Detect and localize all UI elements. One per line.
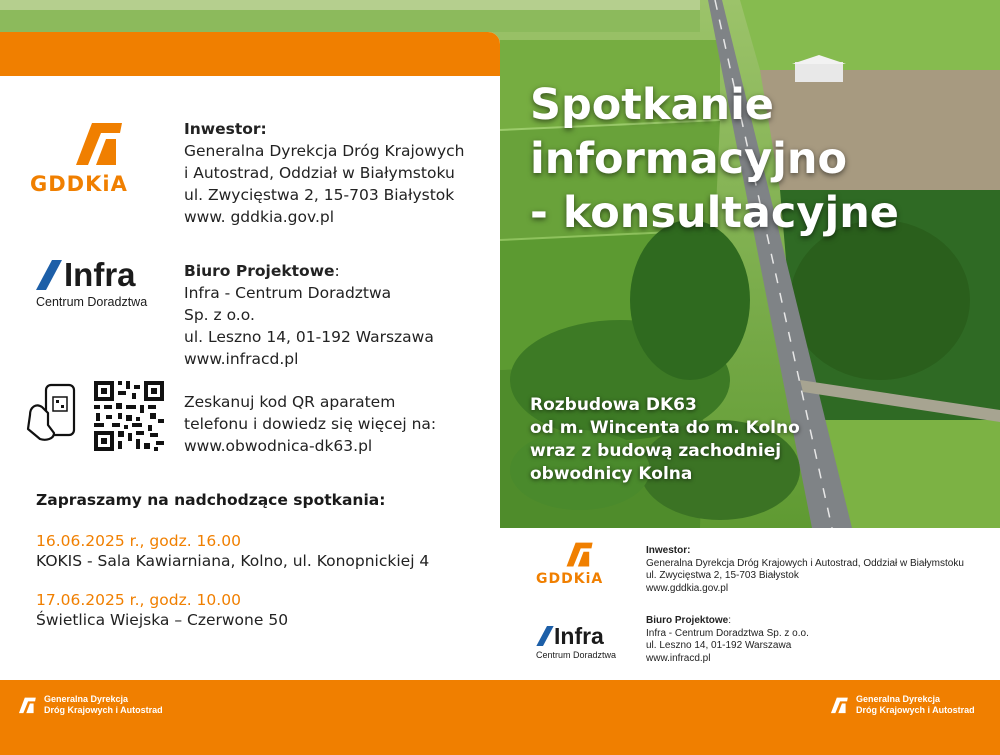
main-title-line-3: - konsultacyjne bbox=[530, 188, 899, 238]
main-title-line-2: informacyjno bbox=[530, 134, 848, 184]
footer-left-line-1: Generalna Dyrekcja bbox=[44, 694, 129, 704]
small-investor-line-2: ul. Zwycięstwa 2, 15-703 Białystok bbox=[646, 570, 799, 581]
qr-info bbox=[184, 391, 436, 457]
meeting-1-date: 16.06.2025 r., godz. 16.00 bbox=[36, 532, 241, 550]
left-info-panel bbox=[0, 32, 500, 680]
investor-line-2: i Autostrad, Oddział w Białymstoku bbox=[184, 164, 455, 182]
infra-logo-word: Infra bbox=[64, 256, 136, 293]
investor-line-1: Generalna Dyrekcja Dróg Krajowych bbox=[184, 142, 465, 160]
gddkia-road-icon bbox=[828, 696, 850, 714]
small-investor-info bbox=[646, 545, 964, 595]
qr-line-2: telefonu i dowiedz się więcej na: bbox=[184, 415, 437, 433]
infra-slash-icon bbox=[536, 626, 554, 646]
header-accent-bar bbox=[0, 32, 500, 76]
infra-logo-small bbox=[536, 624, 616, 660]
design-office-title: Biuro Projektowe: bbox=[184, 262, 340, 280]
gddkia-logo-small-text: GDDKiA bbox=[536, 571, 604, 587]
qr-website-link[interactable]: www.obwodnica-dk63.pl bbox=[184, 437, 373, 455]
small-design-line-2: ul. Leszno 14, 01-192 Warszawa bbox=[646, 640, 792, 651]
qr-line-1: Zeskanuj kod QR aparatem bbox=[184, 393, 396, 411]
phone-scan-icon bbox=[24, 381, 84, 443]
subtitle-line-1: Rozbudowa DK63 bbox=[530, 395, 697, 415]
meeting-2-place: Świetlica Wiejska – Czerwone 50 bbox=[36, 611, 289, 629]
footer-left-line-2: Dróg Krajowych i Autostrad bbox=[44, 705, 163, 715]
design-office-link[interactable]: www.infracd.pl bbox=[184, 350, 299, 368]
footer-text-right bbox=[856, 694, 975, 716]
design-office-line-2: Sp. z o.o. bbox=[184, 306, 255, 324]
infra-logo-small-sub: Centrum Doradztwa bbox=[536, 650, 617, 660]
small-design-info bbox=[646, 615, 809, 665]
footer-right-line-1: Generalna Dyrekcja bbox=[856, 694, 941, 704]
infra-slash-icon bbox=[36, 260, 62, 290]
small-investor-link[interactable]: www.gddkia.gov.pl bbox=[646, 582, 729, 594]
gddkia-logo-small bbox=[536, 540, 626, 587]
main-title bbox=[530, 78, 990, 240]
design-office-info bbox=[184, 260, 434, 370]
invite-heading: Zapraszamy na nadchodzące spotkania: bbox=[36, 491, 386, 509]
small-investor-line-1: Generalna Dyrekcja Dróg Krajowych i Autostrad, Oddział w Białymstoku bbox=[646, 557, 964, 569]
right-info-box bbox=[500, 528, 1000, 680]
infra-logo-sub: Centrum Doradztwa bbox=[36, 295, 148, 309]
gddkia-road-icon bbox=[562, 540, 596, 568]
subtitle-line-4: obwodnicy Kolna bbox=[530, 464, 693, 484]
small-design-title: Biuro Projektowe: bbox=[646, 615, 732, 626]
footer-right-line-2: Dróg Krajowych i Autostrad bbox=[856, 705, 975, 715]
small-design-line-1: Infra - Centrum Doradztwa Sp. z o.o. bbox=[646, 627, 809, 639]
design-office-line-1: Infra - Centrum Doradztwa bbox=[184, 284, 392, 302]
design-office-line-3: ul. Leszno 14, 01-192 Warszawa bbox=[184, 328, 434, 346]
qr-code-icon[interactable] bbox=[92, 379, 166, 453]
infra-logo bbox=[36, 258, 147, 309]
meeting-2-date: 17.06.2025 r., godz. 10.00 bbox=[36, 591, 241, 609]
subtitle-line-2: od m. Wincenta do m. Kolno bbox=[530, 418, 800, 438]
project-subtitle bbox=[530, 394, 800, 486]
gddkia-logo bbox=[30, 119, 170, 196]
meeting-1-place: KOKIS - Sala Kawiarniana, Kolno, ul. Konopnickiej 4 bbox=[36, 552, 430, 570]
small-investor-title: Inwestor: bbox=[646, 545, 691, 556]
gddkia-logo-text: GDDKiA bbox=[30, 172, 128, 196]
main-title-line-1: Spotkanie bbox=[530, 80, 774, 130]
footer-logo-left bbox=[16, 694, 163, 716]
footer-logo-right bbox=[828, 694, 975, 716]
infra-logo-small-word: Infra bbox=[554, 623, 604, 649]
footer-text-left bbox=[44, 694, 163, 716]
small-design-link[interactable]: www.infracd.pl bbox=[646, 652, 711, 664]
footer-bar bbox=[0, 680, 1000, 755]
gddkia-road-icon bbox=[68, 119, 128, 167]
gddkia-road-icon bbox=[16, 696, 38, 714]
investor-info bbox=[184, 118, 464, 228]
investor-title: Inwestor: bbox=[184, 120, 267, 138]
investor-line-3: ul. Zwycięstwa 2, 15-703 Białystok bbox=[184, 186, 455, 204]
subtitle-line-3: wraz z budową zachodniej bbox=[530, 441, 782, 461]
investor-link[interactable]: www. gddkia.gov.pl bbox=[184, 208, 335, 226]
